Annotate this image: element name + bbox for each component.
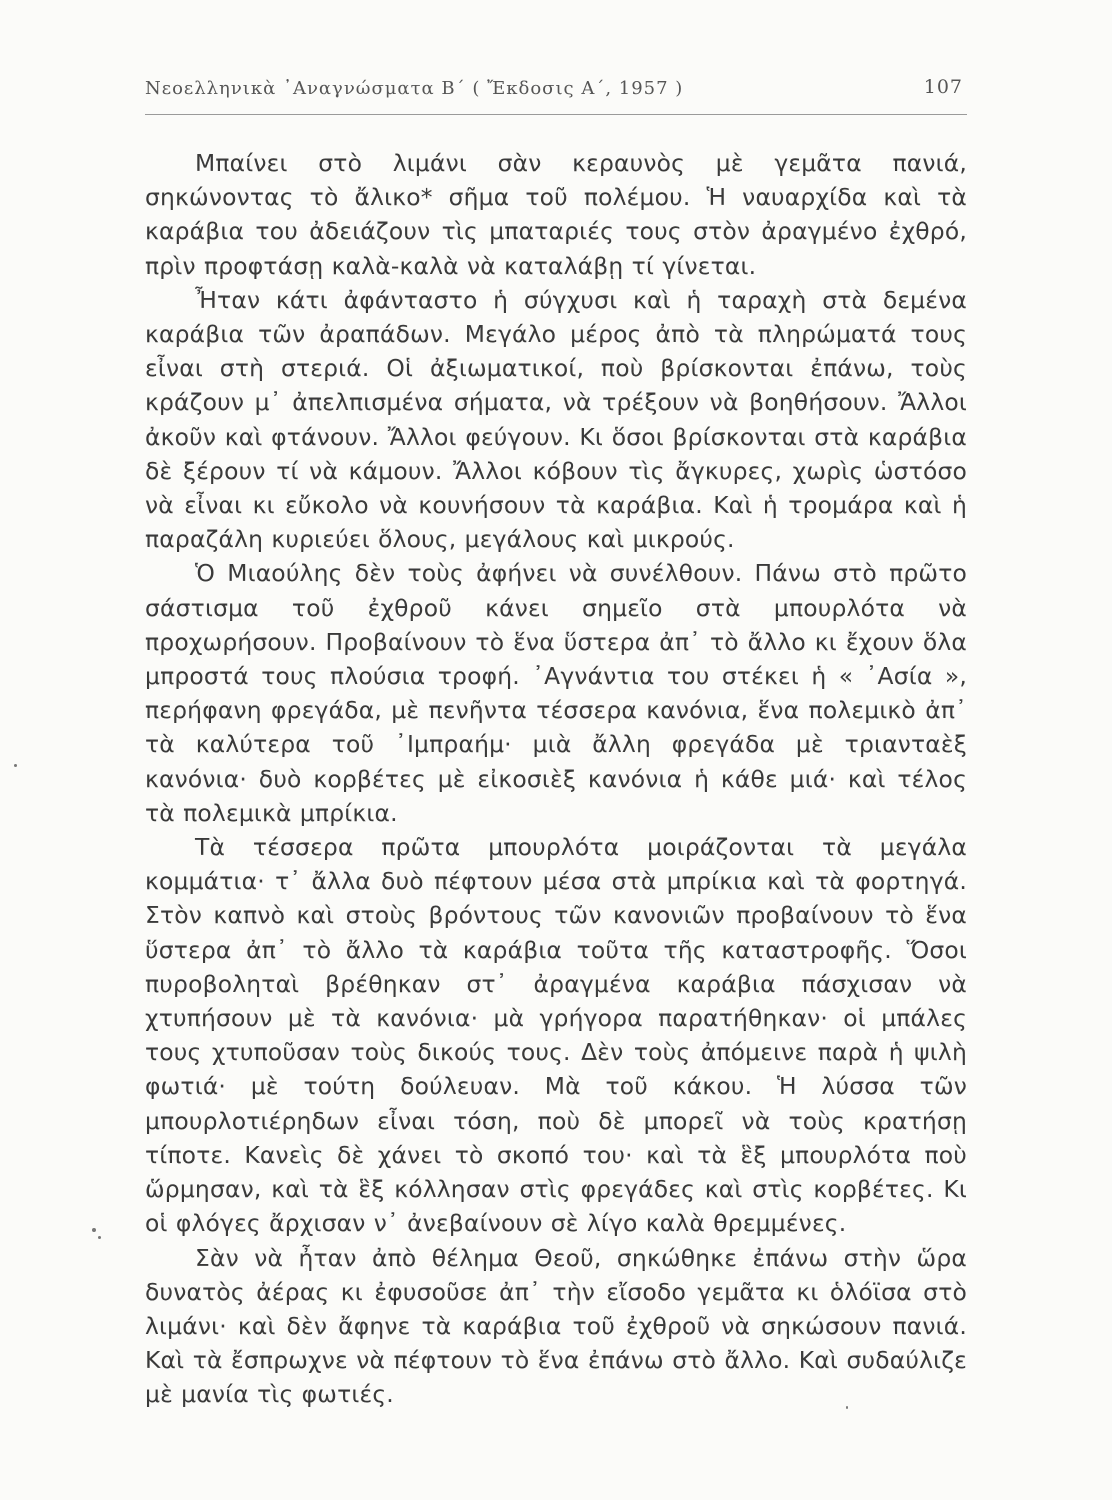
speck [98, 1236, 101, 1239]
paragraph: Σὰν νὰ ἦταν ἀπὸ θέλημα Θεοῦ, σηκώθηκε ἐπάνω στὴν ὥρα δυνατὸς ἀέρας κι ἐφυσοῦσε ἀπ᾿ τὴν εἴσοδο γεμᾶτα κι ὁλόϊσα στὸ λιμάνι· καὶ δὲν ἄφηνε τὰ καράβια τοῦ ἐχθροῦ νὰ σηκώσουν πανιά. Καὶ τὰ ἔσπρωχνε νὰ πέφτουν τὸ ἕνα ἐπάνω στὸ ἄλλο. Καὶ συδαύλιζε μὲ μανία τὶς φωτιές. [145, 1243, 967, 1409]
header-title: Νεοελληνικὰ ᾿Αναγνώσματα Β΄ ( Ἔκδοσις Α΄, 1957 ) [145, 78, 684, 99]
paragraph: Μπαίνει στὸ λιμάνι σὰν κεραυνὸς μὲ γεμᾶτα πανιά, σηκώνοντας τὸ ἄλικο* σῆμα τοῦ πολέμου. Ἡ ναυαρχίδα καὶ τὰ καράβια του ἀδειάζουν τὶς μπαταριές τους στὸν ἀραγμένο ἐχθρό, πρὶν προφτάσῃ καλὰ-καλὰ νὰ καταλάβῃ τί γίνεται. [145, 149, 967, 280]
paragraph: Τὰ τέσσερα πρῶτα μπουρλότα μοιράζονται τὰ μεγάλα κομμάτια· τ᾿ ἄλλα δυὸ πέφτουν μέσα στὰ μπρίκια καὶ τὰ φορτηγά. Στὸν καπνὸ καὶ στοὺς βρόντους τῶν κανονιῶν προβαίνουν τὸ ἕνα ὕστερα ἀπ᾿ τὸ ἄλλο τὰ καράβια τοῦτα τῆς καταστροφῆς. Ὅσοι πυροβοληταὶ βρέθηκαν στ᾿ ἀραγμένα καράβια πάσχισαν νὰ χτυπήσουν μὲ τὰ κανόνια· μὰ γρήγορα παρατήθηκαν· οἱ μπάλες τους χτυποῦσαν τοὺς δικούς τους. Δὲν τοὺς ἀπόμεινε παρὰ ἡ ψιλὴ φωτιά· μὲ τούτη δούλευαν. Μὰ τοῦ κάκου. Ἡ λύσσα τῶν μπουρλοτιέρηδων εἶναι τόση, ποὺ δὲ μπορεῖ νὰ τοὺς κρατήσῃ τίποτε. Κανεὶς δὲ χάνει τὸ σκοπό του· καὶ τὰ ἓξ μπουρλότα ποὺ ὥρμησαν, καὶ τὰ ἓξ κόλλησαν στὶς φρεγάδες καὶ στὶς κορβέτες. Κι οἱ φλόγες ἄρχισαν ν᾿ ἀνεβαίνουν σὲ λίγο καλὰ θρεμμένες. [145, 833, 967, 1238]
header-rule [145, 114, 967, 115]
page-number: 107 [923, 76, 963, 98]
speck [14, 764, 17, 767]
running-header [145, 78, 967, 108]
paragraph: Ὁ Μιαούλης δὲν τοὺς ἀφήνει νὰ συνέλθουν. Πάνω στὸ πρῶτο σάστισμα τοῦ ἐχθροῦ κάνει σημεῖο στὰ μπουρλότα νὰ προχωρήσουν. Προβαίνουν τὸ ἕνα ὕστερα ἀπ᾿ τὸ ἄλλο κι ἔχουν ὅλα μπροστά τους πλούσια τροφή. ᾿Αγνάντια του στέκει ἡ « ᾿Ασία », περήφανη φρεγάδα, μὲ πενῆντα τέσσερα κανόνια, ἕνα πολεμικὸ ἀπ᾿ τὰ καλύτερα τοῦ ᾿Ιμπραήμ· μιὰ ἄλλη φρεγάδα μὲ τριανταὲξ κανόνια· δυὸ κορβέτες μὲ εἰκοσιὲξ κανόνια ἡ κάθε μιά· καὶ τέλος τὰ πολεμικὰ μπρίκια. [145, 559, 967, 827]
speck [92, 1228, 96, 1232]
paragraph: Ἦταν κάτι ἀφάνταστο ἡ σύγχυσι καὶ ἡ ταραχὴ στὰ δεμένα καράβια τῶν ἀραπάδων. Μεγάλο μέρος ἀπὸ τὰ πληρώματά τους εἶναι στὴ στεριά. Οἱ ἀξιωματικοί, ποὺ βρίσκονται ἐπάνω, τοὺς κράζουν μ᾿ ἀπελπισμένα σήματα, νὰ τρέξουν νὰ βοηθήσουν. Ἄλλοι ἀκοῦν καὶ φτάνουν. Ἄλλοι φεύγουν. Κι ὅσοι βρίσκονται στὰ καράβια δὲ ξέρουν τί νὰ κάμουν. Ἄλλοι κόβουν τὶς ἄγκυρες, χωρὶς ὡστόσο νὰ εἶναι κι εὔκολο νὰ κουνήσουν τὰ καράβια. Καὶ ἡ τρομάρα καὶ ἡ παραζάλη κυριεύει ὅλους, μεγάλους καὶ μικρούς. [145, 285, 967, 554]
speck [846, 1406, 848, 1409]
body-text [145, 146, 967, 1412]
